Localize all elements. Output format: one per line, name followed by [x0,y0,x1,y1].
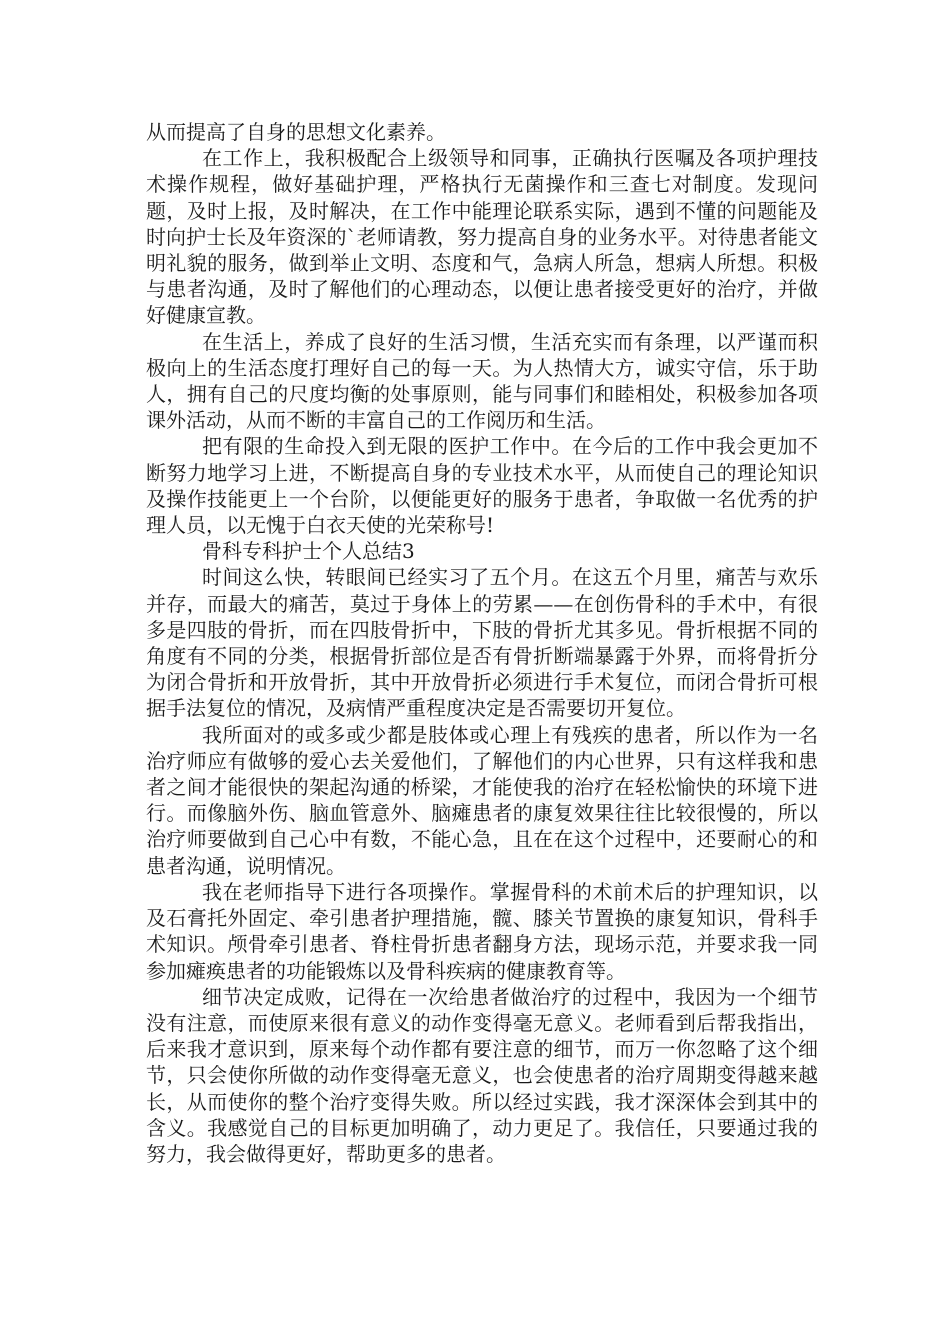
paragraph-work: 在工作上，我积极配合上级领导和同事，正确执行医嘱及各项护理技术操作规程，做好基础护理，严格执行无菌操作和三查七对制度。发现问题，及时上报，及时解决，在工作中能理论联系实际，遇到不懂的问题能及时向护士长及年资深的`老师请教，努力提高自身的业务水平。对待患者能文明礼貌的服务，做到举止文明、态度和气，急病人所急，想病人所想。积极与患者沟通，及时了解他们的心理动态，以便让患者接受更好的治疗，并做好健康宣教。 [146,146,818,328]
paragraph-internship: 时间这么快，转眼间已经实习了五个月。在这五个月里，痛苦与欢乐并存，而最大的痛苦，莫过于身体上的劳累——在创伤骨科的手术中，有很多是四肢的骨折，而在四肢骨折中，下肢的骨折尤其多见。骨折根据不同的角度有不同的分类，根据骨折部位是否有骨折断端暴露于外界，而将骨折分为闭合骨折和开放骨折，其中开放骨折必须进行手术复位，而闭合骨折可根据手法复位的情况，及病情严重程度决定是否需要切开复位。 [146,565,818,721]
paragraph-continuation: 从而提高了自身的思想文化素养。 [146,120,446,144]
paragraph-future: 把有限的生命投入到无限的医护工作中。在今后的工作中我会更加不断努力地学习上进，不断提高自身的专业技术水平，从而使自己的理论知识及操作技能更上一个台阶，以便能更好的服务于患者，争取做一名优秀的护理人员，以无愧于白衣天使的光荣称号! [146,434,818,538]
section-heading: 骨科专科护士个人总结3 [202,539,415,564]
paragraph-life: 在生活上，养成了良好的生活习惯，生活充实而有条理，以严谨而积极向上的生活态度打理好自己的每一天。为人热情大方，诚实守信，乐于助人，拥有自己的尺度均衡的处事原则，能与同事们和睦相处，积极参加各项课外活动，从而不断的丰富自己的工作阅历和生活。 [146,329,818,433]
document-body [146,119,818,1167]
paragraph-operations: 我在老师指导下进行各项操作。掌握骨科的术前术后的护理知识，以及石膏托外固定、牵引患者护理措施，髋、膝关节置换的康复知识，骨科手术知识。颅骨牵引患者、脊柱骨折患者翻身方法，现场示范，并要求我一同参加瘫痪患者的功能锻炼以及骨科疾病的健康教育等。 [146,879,818,983]
paragraph-patients: 我所面对的或多或少都是肢体或心理上有残疾的患者，所以作为一名治疗师应有做够的爱心去关爱他们，了解他们的内心世界，只有这样我和患者之间才能很快的架起沟通的桥梁，才能使我的治疗在轻松愉快的环境下进行。而像脑外伤、脑血管意外、脑瘫患者的康复效果往往比较很慢的，所以治疗师要做到自己心中有数，不能心急，且在在这个过程中，还要耐心的和患者沟通，说明情况。 [146,722,818,878]
paragraph-details: 细节决定成败，记得在一次给患者做治疗的过程中，我因为一个细节没有注意，而使原来很有意义的动作变得毫无意义。老师看到后帮我指出，后来我才意识到，原来每个动作都有要注意的细节，而万一你忽略了这个细节，只会使你所做的动作变得毫无意义，也会使患者的治疗周期变得越来越长，从而使你的整个治疗变得失败。所以经过实践，我才深深体会到其中的含义。我感觉自己的目标更加明确了，动力更足了。我信任，只要通过我的努力，我会做得更好，帮助更多的患者。 [146,984,818,1166]
